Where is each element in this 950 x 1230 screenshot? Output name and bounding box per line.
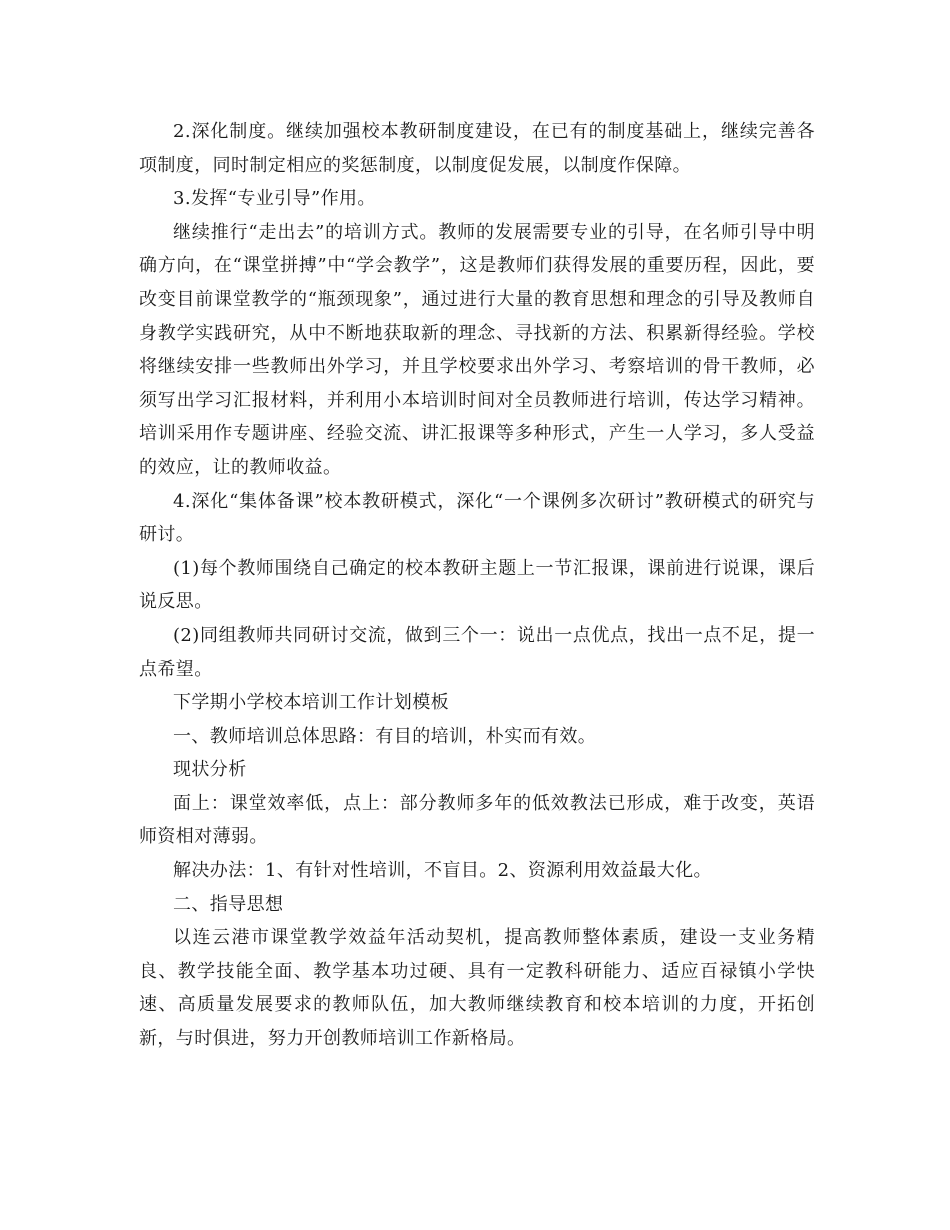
paragraph-collective-lesson: 4.深化“集体备课”校本教研模式，深化“一个课例多次研讨”教研模式的研究与研讨。 (139, 490, 815, 546)
paragraph-status: 面上：课堂效率低，点上：部分教师多年的低效教法已形成，难于改变，英语师资相对薄弱。 (139, 792, 815, 848)
paragraph-item-2: (2)同组教师共同研讨交流，做到三个一：说出一点优点，找出一点不足，提一点希望。 (139, 624, 815, 680)
heading-overall-idea: 一、教师培训总体思路：有目的培训，朴实而有效。 (173, 725, 597, 747)
paragraph-guiding-ideology: 以连云港市课堂教学效益年活动契机，提高教师整体素质，建设一支业务精良、教学技能全面、教学基本功过硬、具有一定教科研能力、适应百禄镇小学快速、高质量发展要求的教师队伍，加大教师继续教育和校本培训的力度，开拓创新，与时俱进，努力开创教师培训工作新格局。 (139, 927, 815, 1050)
paragraph-institution: 2.深化制度。继续加强校本教研制度建设，在已有的制度基础上，继续完善各项制度，同时制定相应的奖惩制度，以制度促发展，以制度作保障。 (139, 121, 815, 176)
section-title: 下学期小学校本培训工作计划模板 (173, 692, 449, 714)
heading-status-analysis: 现状分析 (173, 759, 247, 781)
paragraph-item-1: (1)每个教师围绕自己确定的校本教研主题上一节汇报课，课前进行说课，课后说反思。 (139, 557, 815, 613)
heading-guiding-ideology: 二、指导思想 (173, 893, 284, 915)
document-body (139, 115, 815, 1056)
paragraph-training-method: 继续推行“走出去”的培训方式。教师的发展需要专业的引导，在名师引导中明确方向，在“课堂拼搏”中“学会教学”，这是教师们获得发展的重要历程，因此，要改变目前课堂教学的“瓶颈现象”，通过进行大量的教育思想和理念的引导及教师自身教学实践研究，从中不断地获取新的理念、寻找新的方法、积累新得经验。学校将继续安排一些教师出外学习，并且学校要求出外学习、考察培训的骨干教师，必须写出学习汇报材料，并利用小本培训时间对全员教师进行培训，传达学习精神。培训采用作专题讲座、经验交流、讲汇报课等多种形式，产生一人学习，多人受益的效应，让的教师收益。 (139, 221, 815, 478)
paragraph-guidance-heading: 3.发挥“专业引导”作用。 (173, 188, 376, 210)
paragraph-solution: 解决办法：1、有针对性培训，不盲目。2、资源利用效益最大化。 (173, 860, 712, 882)
